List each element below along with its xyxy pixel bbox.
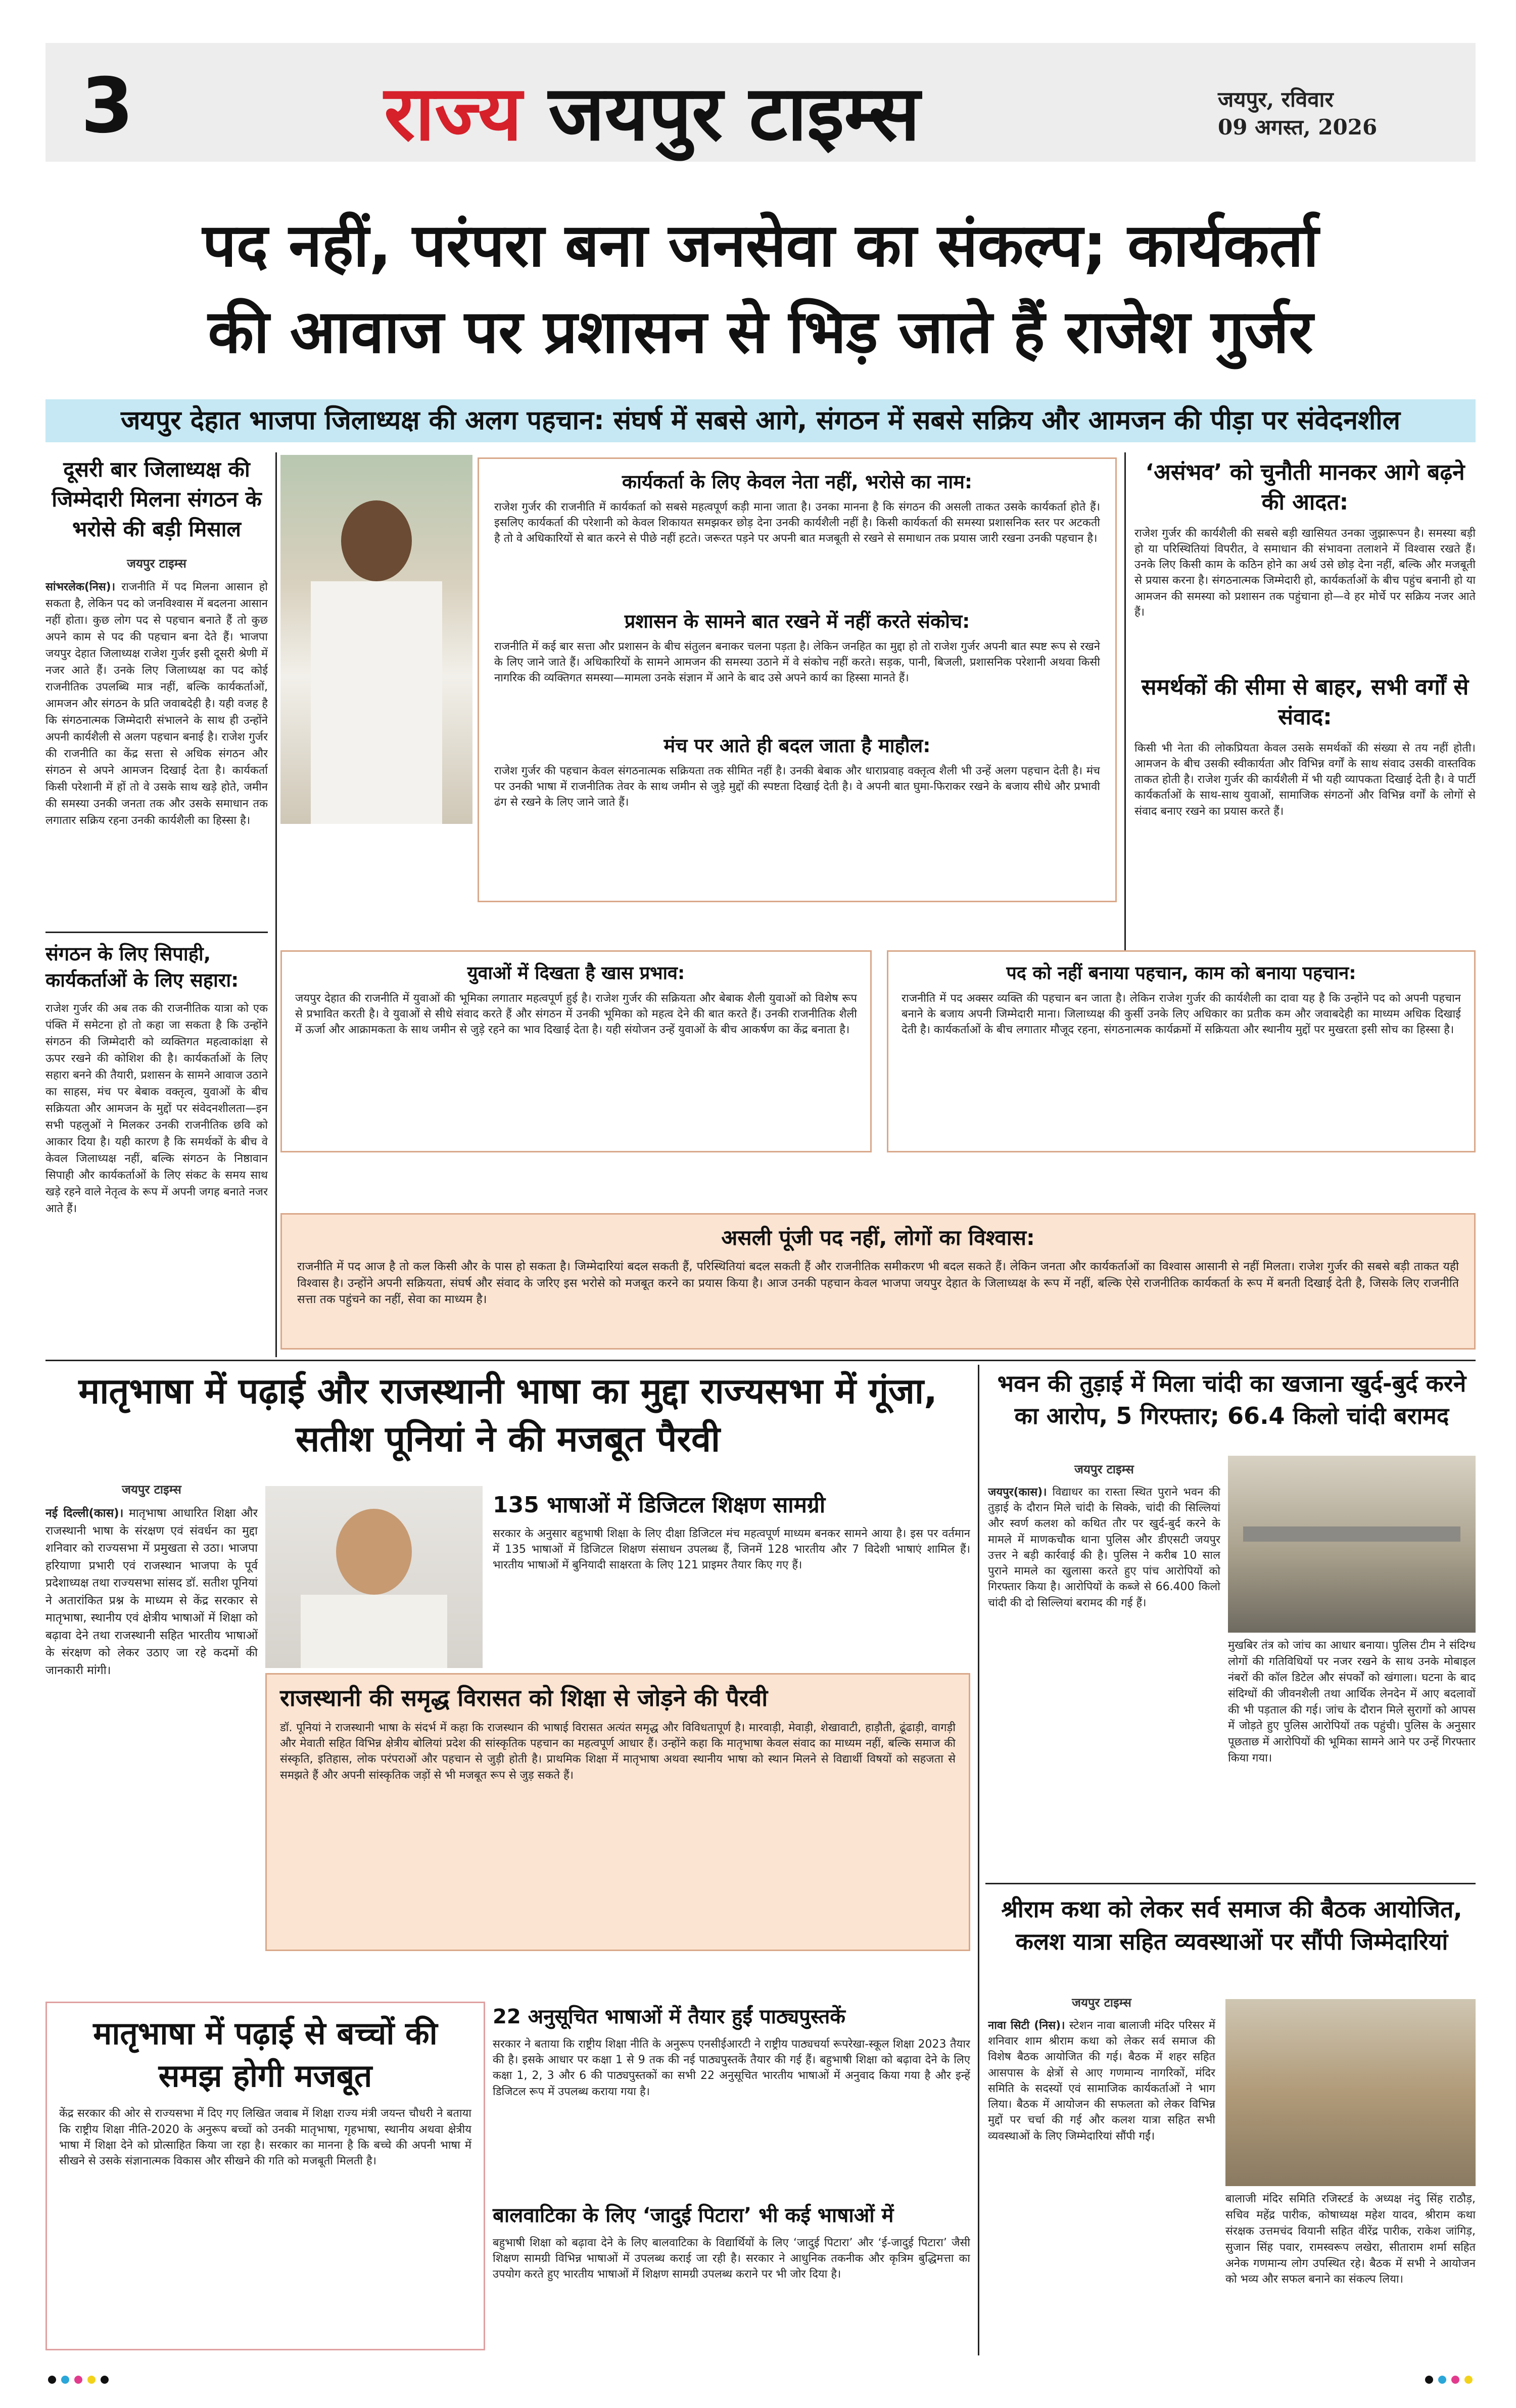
col1-text: राजनीति में पद मिलना आसान हो सकता है, लेकिन पद को जनविश्वास में बदलना आसान नहीं होता। कुछ लोग पद से पहचान बनाते हैं तो कुछ अपने काम से पद की पहचान बना देते हैं। भाजपा जयपुर देहात जिलाध्यक्ष राजेश गुर्जर इसी दूसरी श्रेणी में नजर आते हैं। उनके लिए जिलाध्यक्ष का पद कोई राजनीतिक उपलब्धि मात्र नहीं, बल्कि कार्यकर्ताओं, आमजन और संगठन के प्रति जवाबदेही है। यही वजह है कि संगठनात्मक जिम्मेदारी संभालने के साथ ही उन्होंने अपनी कार्यशैली से अलग पहचान बनाई है। राजेश गुर्जर की राजनीति का केंद्र सत्ता से अधिक संगठन और संगठन से अपने आमजन दिखाई देता है। कार्यकर्ता किसी परेशानी में हों तो वे उसके साथ खड़े होते, जमीन की समस्या उनकी जनता तक और उसके समाधान तक लगातार सक्रिय रहना उनकी कार्यशैली का हिस्सा है। xyxy=(45,581,268,827)
story2-text-b: डॉ. पूनियां ने राजस्थानी भाषा के संदर्भ में कहा कि राजस्थान की भाषाई विरासत अत्यंत समृद्ध और विविधतापूर्ण है। मारवाड़ी, मेवाड़ी, शेखावाटी, हाड़ौती, ढूंढाड़ी, वागड़ी और मेवाती सहित विभिन्न क्षेत्रीय बोलियां प्रदेश की सांस्कृतिक पहचान का महत्वपूर्ण आधार हैं। उन्होंने कहा कि मातृभाषा केवल संवाद का माध्यम नहीं, बल्कि समाज की संस्कृति, इतिहास, लोक परंपराओं और पहचान से जुड़ी होती है। प्राथमिक शिक्षा में मातृभाषा अथवा स्थानीय भाषा को स्थान मिलने से विद्यार्थी विषयों को सहजता से समझते हैं और अपनी सांस्कृतिक जड़ों से भी मजबूत रूप से जुड़ सकते हैं। xyxy=(280,1722,956,1782)
lead-headline-line-1: पद नहीं, परंपरा बना जनसेवा का संकल्प; कार्यकर्ता xyxy=(202,210,1319,280)
story4 xyxy=(988,1893,1476,1958)
story2-heading-c: 22 अनुसूचित भाषाओं में तैयार हुईं पाठ्यपुस्तकें xyxy=(493,2005,845,2028)
story3-text: विद्याधर का रास्ता स्थित पुराने भवन की तुड़ाई के दौरान मिले चांदी के सिक्के, चांदी की सिल्लियां और स्वर्ण कलश को कथित तौर पर खुर्द-बुर्द करने के मामले में माणकचौक थाना पुलिस और डीएसटी जयपुर उत्तर ने बड़ी कार्रवाई की है। पुलिस ने करीब 10 साल पुराने मामले का खुलासा करते हुए पांच आरोपियों को गिरफ्तार किया है। आरोपियों के कब्जे से 66.400 किलो चांदी की दो सिल्लियां बरामद की गई हैं। xyxy=(988,1486,1220,1609)
youth-text: जयपुर देहात की राजनीति में युवाओं की भूमिका लगातार महत्वपूर्ण हुई है। राजेश गुर्जर की सक्रियता और बेबाक शैली युवाओं को विशेष रूप से प्रभावित करती है। वे युवाओं से सीधे संवाद करते हैं और संगठन में उनकी भूमिका को महत्व देने की बात करते हैं। उनकी राजनीतिक शैली में ऊर्जा और आक्रामकता के साथ जमीन से जुड़े रहने का भाव दिखाई देता है। यही संयोजन उन्हें युवाओं के बीच आकर्षण का केंद्र बनाता है। xyxy=(295,992,857,1037)
identity-box xyxy=(887,950,1476,1152)
story2-dateline: नई दिल्ली(कास)। xyxy=(45,1507,124,1520)
heritage-box xyxy=(265,1673,970,1951)
col2-heading-1: कार्यकर्ता के लिए केवल नेता नहीं, भरोसे का नाम: xyxy=(622,471,973,493)
story4-dateline: नावा सिटी (निस)। xyxy=(988,2019,1065,2032)
trust-text: राजनीति में पद आज है तो कल किसी और के पास हो सकता है। जिम्मेदारियां बदल सकती हैं, परिस्थितियां बदल सकती हैं और राजनीतिक समीकरण भी बदल सकते हैं। लेकिन जनता और कार्यकर्ताओं का विश्वास आसानी से नहीं मिलता। राजेश गुर्जर की सबसे बड़ी ताकत यही विश्वास है। उन्होंने अपनी सक्रियता, संघर्ष और संवाद के जरिए इस भरोसे को मजबूत करने का प्रयास किया है। आज उनकी पहचान केवल भाजपा जयपुर देहात के जिलाध्यक्ष के रूप में नहीं, बल्कि ऐसे राजनीतिक कार्यकर्ता के रूप में बनती दिखाई देती है, जिसके लिए राजनीति सत्ता तक पहुंचने का नहीं, सेवा का माध्यम है। xyxy=(297,1260,1459,1307)
youth-box xyxy=(280,950,872,1152)
col1-story xyxy=(45,455,268,1314)
story2-digital xyxy=(493,1489,970,1660)
story3-headline: भवन की तुड़ाई में मिला चांदी का खजाना खुर्द-बुर्द करने का आरोप, 5 गिरफ्तार; 66.4 किलो चांदी बरामद xyxy=(997,1370,1466,1430)
story4-col1 xyxy=(988,1994,1215,2341)
story3-dateline: जयपुर(कास)। xyxy=(988,1486,1047,1499)
col2-text-2: राजनीति में कई बार सत्ता और प्रशासन के बीच संतुलन बनाकर चलना पड़ता है। लेकिन जनहित का मुद्दा हो तो राजेश गुर्जर अपनी बात स्पष्ट रूप से रखने के लिए जाने जाते हैं। अधिकारियों के सामने आमजन की समस्या उठाने में वे संकोच नहीं करते। सड़क, पानी, बिजली, प्रशासनिक परेशानी अथवा किसी नागरिक की व्यक्तिगत समस्या—मामला उनके संज्ञान में आने के बाद उसे अपने कार्य का हिस्सा मानते हैं। xyxy=(494,640,1100,685)
col1-body xyxy=(45,579,268,922)
registration-marks-right xyxy=(1425,2376,1473,2384)
story2-textbooks xyxy=(493,2002,970,2361)
newspaper-logo xyxy=(384,70,920,158)
story4-headline: श्रीराम कथा को लेकर सर्व समाज की बैठक आयोजित, कलश यात्रा सहित व्यवस्थाओं पर सौंपी जिम्मेदारियां xyxy=(1001,1895,1462,1956)
col2-text-1: राजेश गुर्जर की राजनीति में कार्यकर्ता को सबसे महत्वपूर्ण कड़ी माना जाता है। उनका मानना है कि संगठन की असली ताकत उसके कार्यकर्ता होते हैं। इसलिए कार्यकर्ता की परेशानी को केवल शिकायत समझकर छोड़ देना उनकी कार्यशैली नहीं है। किसी कार्यकर्ता की समस्या प्रशासनिक स्तर पर अटकती है तो वे अधिकारियों से बात करने से पीछे नहीं हटते। जरूरत पड़ने पर अपनी बात मजबूती से रखने से समाधान तक प्रयास जारी रखना उनकी पहचान है। xyxy=(494,501,1100,545)
story3 xyxy=(988,1367,1476,1432)
meeting-photo xyxy=(1225,1999,1476,2186)
col1-heading: दूसरी बार जिलाध्यक्ष की जिम्मेदारी मिलना संगठन के भरोसे की बड़ी मिसाल xyxy=(52,457,262,541)
story2-heading-d: बालवाटिका के लिए ‘जादुई पिटारा’ भी कई भाषाओं में xyxy=(493,2204,894,2227)
photo-head xyxy=(341,500,412,581)
trust-box xyxy=(280,1213,1476,1350)
photo-kurta xyxy=(311,581,442,824)
col1-body-2: राजेश गुर्जर की अब तक की राजनीतिक यात्रा को एक पंक्ति में समेटना हो तो कहा जा सकता है कि उन्होंने संगठन की जिम्मेदारी को व्यक्तिगत महत्वाकांक्षा से ऊपर रखने की कोशिश की है। कार्यकर्ताओं के लिए सहारा बनने की तैयारी, प्रशासन के सामने आवाज उठाने का साहस, मंच पर बेबाक वक्तृत्व, युवाओं के बीच सक्रियता और आमजन के मुद्दों पर संवेदनशीलता—इन सभी पहलुओं ने मिलकर उनकी राजनीतिक छवि को आकार दिया है। यही कारण है कि समर्थकों के बीच वे केवल जिलाध्यक्ष नहीं, बल्कि संगठन के निष्ठावान सिपाही और कार्यकर्ताओं के लिए संकट के समय साथ खड़े रहने वाले नेतृत्व के रूप में अपनी जगह बनाते नजर आते हैं। xyxy=(45,1002,268,1215)
photo-bench xyxy=(1243,1526,1460,1542)
registration-marks-left xyxy=(48,2376,109,2384)
mother-tongue-heading: मातृभाषा में पढ़ाई से बच्चों की समझ होगी मजबूत xyxy=(93,2015,438,2094)
dateline-box xyxy=(1218,86,1377,141)
mother-tongue-text: केंद्र सरकार की ओर से राज्यसभा में दिए गए लिखित जवाब में शिक्षा राज्य मंत्री जयन्त चौधरी ने बताया कि राष्ट्रीय शिक्षा नीति-2020 के अनुरूप बच्चों को उनकी मातृभाषा, गृहभाषा, स्थानीय अथवा क्षेत्रीय भाषा में शिक्षा देने को प्रोत्साहित किया जा रहा है। सरकार का मानना है कि बच्चे की अपनी भाषा में सीखने से उसके संज्ञानात्मक विकास और सीखने की गति को मजबूती मिलती है। xyxy=(59,2107,471,2168)
col3-heading-2: समर्थकों की सीमा से बाहर, सभी वर्गों से संवाद: xyxy=(1141,674,1469,730)
story2-col1 xyxy=(45,1481,258,2020)
lead-strapline: जयपुर देहात भाजपा जिलाध्यक्ष की अलग पहचान: संघर्ष में सबसे आगे, संगठन में सबसे सक्रिय और आमजन की पीड़ा पर संवेदनशील xyxy=(45,399,1476,442)
identity-text: राजनीति में पद अक्सर व्यक्ति की पहचान बन जाता है। लेकिन राजेश गुर्जर की कार्यशैली का दावा यह है कि उन्होंने पद को अपनी पहचान बनाने के बजाय अपनी जिम्मेदारी माना। जिलाध्यक्ष की कुर्सी उनके लिए अधिकार का प्रतीक कम और जवाबदेही का माध्यम अधिक दिखाई देती है। कार्यकर्ताओं के बीच लगातार मौजूद रहना, संगठनात्मक कार्यक्रमों में सक्रियता और स्थानीय मुद्दों पर मुखरता इसी सोच का हिस्सा है। xyxy=(902,992,1461,1037)
story2-heading-b: राजस्थानी की समृद्ध विरासत को शिक्षा से जोड़ने की पैरवी xyxy=(280,1684,768,1711)
col2-heading-3: मंच पर आते ही बदल जाता है माहौल: xyxy=(664,734,931,757)
mother-tongue-box xyxy=(45,2002,485,2350)
place-day: जयपुर, रविवार xyxy=(1218,87,1334,112)
section-name: राज्य xyxy=(384,70,523,158)
col2-heading-2: प्रशासन के सामने बात रखने में नहीं करते संकोच: xyxy=(624,610,970,632)
lead-headline-line-2: की आवाज पर प्रशासन से भिड़ जाते हैं राजेश गुर्जर xyxy=(208,297,1313,367)
story2-text-c: सरकार ने बताया कि राष्ट्रीय शिक्षा नीति के अनुरूप एनसीईआरटी ने राष्ट्रीय पाठ्यचर्या रूपरेखा-स्कूल शिक्षा 2023 तैयार की है। इसके आधार पर कक्षा 1 से 9 तक की नई पाठ्यपुस्तकें तैयार की गई हैं। बहुभाषी शिक्षा को बढ़ावा देने के लिए कक्षा 1, 2, 3 और 6 की पाठ्यपुस्तकों का सभी 22 अनुसूचित भारतीय भाषाओं में अनुवाद किया गया है और इन्हें डिजिटल रूप में उपलब्ध कराया गया है। xyxy=(493,2038,970,2098)
arrested-accused-photo xyxy=(1228,1456,1476,1633)
col-divider-1 xyxy=(275,452,277,1357)
story2-byline: जयपुर टाइम्स xyxy=(122,1483,181,1497)
col-divider-2 xyxy=(1124,452,1126,963)
story3-rule xyxy=(985,1883,1476,1884)
col1-byline: जयपुर टाइम्स xyxy=(127,557,186,571)
col1-subheading: संगठन के लिए सिपाही, कार्यकर्ताओं के लिए सहारा: xyxy=(45,943,239,991)
photo-face xyxy=(336,1509,412,1595)
photo-shirt xyxy=(301,1595,447,1668)
col1-dateline: सांभरलेक(निस)। xyxy=(45,581,116,594)
story4-caption: बालाजी मंदिर समिति रजिस्टर्ड के अध्यक्ष नंदु सिंह राठौड़, सचिव महेंद्र पारीक, कोषाध्यक्ष महेश यादव, श्रीराम कथा संरक्षक उत्तमचंद वियानी सहित वीरेंद्र पारीक, राकेश जांगिड़, सुजान सिंह पवार, रामस्वरूप लखेरा, सीताराम शर्मा सहित अनेक गणमान्य लोग उपस्थित रहे। बैठक में सभी ने आयोजन को भव्य और सफल बनाने का संकल्प लिया। xyxy=(1225,2193,1476,2286)
col1-rule xyxy=(45,932,268,933)
issue-date: 09 अगस्त, 2026 xyxy=(1218,114,1378,140)
story4-body xyxy=(988,2018,1215,2341)
col3-story xyxy=(1134,457,1476,892)
section-rule xyxy=(45,1360,1476,1361)
page-number: 3 xyxy=(81,62,134,150)
lead-headline xyxy=(45,202,1476,375)
story3-caption: मुखबिर तंत्र को जांच का आधार बनाया। पुलिस टीम ने संदिग्ध लोगों की गतिविधियों पर नजर रखने के साथ उनके मोबाइल नंबरों की कॉल डिटेल और संपर्कों को खंगाला। घटना के बाद संदिग्धों की जीवनशैली तथा आर्थिक लेनदेन में आए बदलावों की भी पड़ताल की गई। जांच के दौरान मिले सुरागों को आपस में जोड़ते हुए पुलिस आरोपियों तक पहुंची। पुलिस के अनुसार पूछताछ में आरोपियों की भूमिका सामने आने पर उन्हें गिरफ्तार किया गया। xyxy=(1228,1639,1476,1765)
story2-text-a: सरकार के अनुसार बहुभाषी शिक्षा के लिए दीक्षा डिजिटल मंच महत्वपूर्ण माध्यम बनकर सामने आया है। इस पर वर्तमान में 135 भाषाओं में डिजिटल शिक्षण संसाधन उपलब्ध हैं, जिनमें 128 भारतीय और 7 विदेशी भाषाएं शामिल हैं। भारतीय भाषाओं में बुनियादी साक्षरता के लिए 121 प्राइमर तैयार किए गए हैं। xyxy=(493,1527,970,1572)
story2-text-1: मातृभाषा आधारित शिक्षा और राजस्थानी भाषा के संरक्षण एवं संवर्धन का मुद्दा शनिवार को राज्यसभा में प्रमुखता से उठा। भाजपा हरियाणा प्रभारी एवं राजस्थान भाजपा के पूर्व प्रदेशाध्यक्ष तथा राज्यसभा सांसद डॉ. सतीश पूनियां ने अतारांकित प्रश्न के माध्यम से केंद्र सरकार से मातृभाषा, स्थानीय एवं क्षेत्रीय भाषाओं में शिक्षा को बढ़ावा देने तथा राजस्थानी सहित भारतीय भाषाओं के संरक्षण को लेकर उठाए जा रहे कदमों की जानकारी मांगी। xyxy=(45,1507,258,1677)
col3-heading-1: ‘असंभव’ को चुनौती मानकर आगे बढ़ने की आदत: xyxy=(1145,459,1465,516)
identity-heading: पद को नहीं बनाया पहचान, काम को बनाया पहचान: xyxy=(1006,963,1356,984)
trust-heading: असली पूंजी पद नहीं, लोगों का विश्वास: xyxy=(721,1225,1035,1250)
col3-text-2: किसी भी नेता की लोकप्रियता केवल उसके समर्थकों की संख्या से तय नहीं होती। आमजन के बीच उसकी स्वीकार्यता और विभिन्न वर्गों के साथ संवाद उसकी वास्तविक ताकत होती है। राजेश गुर्जर की कार्यशैली में भी यही व्यापकता दिखाई देती है। वे पार्टी कार्यकर्ताओं के साथ-साथ युवाओं, सामाजिक संगठनों और विभिन्न वर्गों के लोगों से संवाद बनाए रखने का प्रयास करते हैं। xyxy=(1134,742,1476,818)
story3-col1 xyxy=(988,1461,1220,1899)
story4-byline: जयपुर टाइम्स xyxy=(1072,1996,1131,2010)
story2-body xyxy=(45,1505,258,2020)
satish-poonia-photo xyxy=(265,1486,483,1668)
story2-headline: मातृभाषा में पढ़ाई और राजस्थानी भाषा का मुद्दा राज्यसभा में गूंजा, सतीश पूनियां ने की मजबूत पैरवी xyxy=(78,1370,937,1460)
story2 xyxy=(45,1367,970,1463)
story3-byline: जयपुर टाइम्स xyxy=(1074,1462,1134,1476)
story3-body xyxy=(988,1485,1220,1899)
col3-text-1: राजेश गुर्जर की कार्यशैली की सबसे बड़ी खासियत उनका जुझारूपन है। समस्या बड़ी हो या परिस्थितियां विपरीत, वे समाधान की संभावना तलाशने में विश्वास रखते हैं। उनके लिए किसी काम के कठिन होने का अर्थ उसे छोड़ देना नहीं, बल्कि और मजबूती से प्रयास करना है। संगठनात्मक जिम्मेदारी हो, कार्यकर्ताओं के बीच पहुंच बनानी हो या आमजन की समस्या को प्रशासन तक पहुंचाना हो—वे हर मोर्चे पर सक्रिय नजर आते हैं। xyxy=(1134,527,1476,619)
newspaper-name: जयपुर टाइम्स xyxy=(548,70,920,158)
story4-text: स्टेशन नावा बालाजी मंदिर परिसर में शनिवार शाम श्रीराम कथा को लेकर सर्व समाज की विशेष बैठक आयोजित की गई। बैठक में शहर सहित आसपास के क्षेत्रों से आए गणमान्य नागरिकों, मंदिर समिति के सदस्यों एवं सामाजिक कार्यकर्ताओं ने भाग लिया। बैठक में आयोजन की सफलता को लेकर विभिन्न मुद्दों पर चर्चा की गई और कलश यात्रा सहित सभी व्यवस्थाओं के लिए जिम्मेदारियां सौंपी गईं। xyxy=(988,2019,1215,2143)
col2-text-3: राजेश गुर्जर की पहचान केवल संगठनात्मक सक्रियता तक सीमित नहीं है। उनकी बेबाक और धाराप्रवाह वक्तृत्व शैली भी उन्हें अलग पहचान देती है। मंच पर उनकी भाषा में राजनीतिक तेवर के साथ जमीन से जुड़े मुद्दों की स्पष्टता दिखाई देती है। वे अपनी बात घुमा-फिराकर रखने के बजाय सीधे और प्रभावी ढंग से रखने के लिए जाने जाते हैं। xyxy=(494,765,1100,809)
story2-heading-a: 135 भाषाओं में डिजिटल शिक्षण सामग्री xyxy=(493,1492,826,1518)
story2-text-d: बहुभाषी शिक्षा को बढ़ावा देने के लिए बालवाटिका के विद्यार्थियों के लिए ‘जादुई पिटारा’ और ‘ई-जादुई पिटारा’ जैसी शिक्षण सामग्री विभिन्न भाषाओं में उपलब्ध कराई जा रही है। सरकार ने आधुनिक तकनीक और कृत्रिम बुद्धिमत्ता का उपयोग करते हुए भारतीय भाषाओं में शिक्षण सामग्री उपलब्ध कराने पर भी जोर दिया है। xyxy=(493,2237,970,2281)
col-divider-3 xyxy=(978,1365,979,2355)
youth-heading: युवाओं में दिखता है खास प्रभाव: xyxy=(467,963,685,984)
col2-box xyxy=(478,457,1117,902)
rajesh-gurjar-photo xyxy=(280,455,472,824)
